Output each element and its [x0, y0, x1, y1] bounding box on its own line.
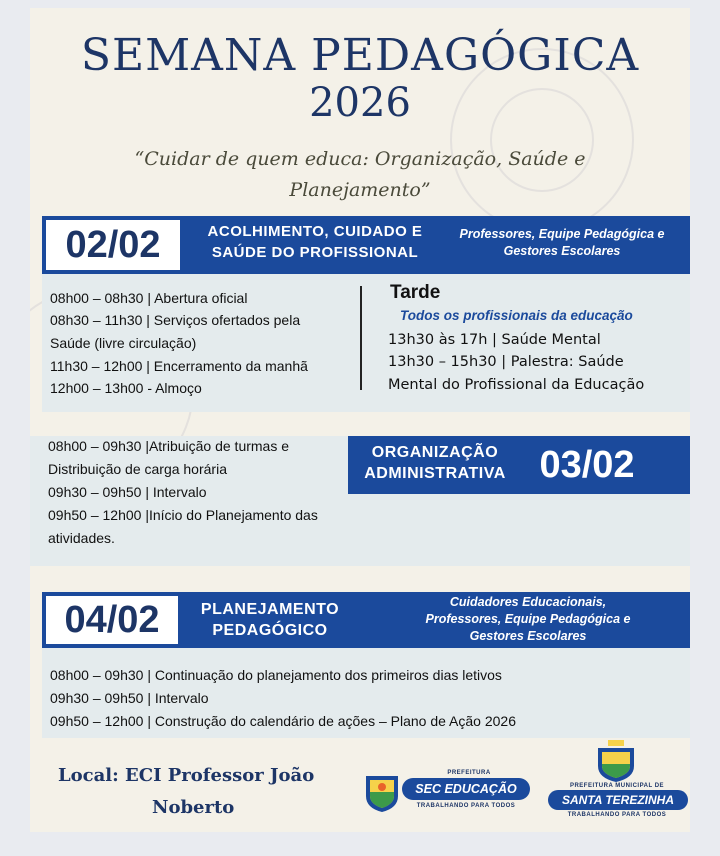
day3-title-line: PLANEJAMENTO	[200, 601, 340, 618]
day3-item: 09h30 – 09h50 | Intervalo	[50, 690, 209, 706]
day1-morning-item: 08h30 – 11h30 | Serviços ofertados pela	[50, 312, 301, 328]
afternoon-audience: Todos os profissionais da educação	[400, 308, 633, 323]
sec-educacao-logo	[362, 768, 532, 818]
day3-title-line: PEDAGÓGICO	[212, 622, 328, 639]
day3-audience-line: Cuidadores Educacionais,	[449, 595, 607, 609]
crest-icon	[594, 738, 638, 784]
location-line: Local: ECI Professor João	[58, 765, 315, 786]
crest-icon	[362, 770, 402, 814]
logo-caption: PREFEITURA MUNICIPAL DE	[569, 783, 665, 789]
day1-audience-line: Professores, Equipe Pedagógica e	[459, 227, 665, 241]
day2-item: 09h50 – 12h00 |Início do Planejamento das	[48, 507, 318, 523]
day3-item: 09h50 – 12h00 | Construção do calendário de ações – Plano de Ação 2026	[50, 713, 516, 729]
day3-audience-line: Professores, Equipe Pedagógica e	[425, 612, 631, 626]
logo-slogan: TRABALHANDO PARA TODOS	[416, 803, 516, 809]
day1-afternoon-item: Mental do Profissional da Educação	[388, 377, 645, 393]
subtitle-line: Planejamento”	[289, 179, 431, 201]
poster	[30, 8, 690, 832]
day1-title-line: ACOLHIMENTO, CUIDADO E	[207, 223, 423, 240]
day2-item: Distribuição de carga horária	[48, 461, 227, 477]
subtitle-line: “Cuidar de quem educa: Organização, Saúde e	[134, 148, 586, 170]
day2-date: 03/02	[539, 444, 635, 486]
day1-afternoon-item: 13h30 – 15h30 | Palestra: Saúde	[388, 354, 624, 370]
day1-morning-item: 11h30 – 12h00 | Encerramento da manhã	[50, 358, 308, 374]
day3-title	[180, 599, 360, 641]
day2-title-line: ADMINISTRATIVA	[364, 465, 506, 482]
day3-item: 08h00 – 09h30 | Continuação do planejamento dos primeiros dias letivos	[50, 667, 502, 683]
day2-item: 08h00 – 09h30 |Atribuição de turmas e	[48, 438, 290, 454]
page-title-year: 2026	[309, 80, 411, 126]
logo-slogan: TRABALHANDO PARA TODOS	[567, 812, 667, 818]
day1-audience	[438, 226, 686, 260]
divider	[360, 286, 362, 390]
day1-audience-line: Gestores Escolares	[503, 244, 621, 258]
afternoon-heading: Tarde	[390, 282, 441, 303]
day1-morning-item: 12h00 – 13h00 - Almoço	[50, 380, 202, 396]
subtitle	[90, 144, 630, 206]
page-title: SEMANA PEDAGÓGICA	[80, 30, 640, 81]
day1-title-line: SAÚDE DO PROFISSIONAL	[211, 244, 419, 261]
day3-audience-line: Gestores Escolares	[469, 629, 587, 643]
day2-title	[350, 442, 520, 484]
logo-name: SEC EDUCAÇÃO	[402, 778, 530, 800]
day3-audience	[370, 594, 686, 645]
day1-morning-item: Saúde (livre circulação)	[50, 335, 197, 351]
day1-title	[190, 221, 440, 263]
day1-date: 02/02	[46, 220, 180, 270]
santa-terezinha-logo	[544, 738, 690, 818]
day1-afternoon-item: 13h30 às 17h | Saúde Mental	[388, 332, 601, 348]
day2-title-line: ORGANIZAÇÃO	[371, 444, 499, 461]
day3-date: 04/02	[46, 596, 178, 644]
day2-item: 09h30 – 09h50 | Intervalo	[48, 484, 207, 500]
location-line: Noberto	[152, 797, 235, 818]
day2-item: atividades.	[48, 530, 115, 546]
location	[58, 760, 314, 824]
day1-morning-item: 08h00 – 08h30 | Abertura oficial	[50, 290, 248, 306]
logo-name: SANTA TEREZINHA	[548, 790, 688, 810]
logo-caption: PREFEITURA	[447, 770, 491, 776]
